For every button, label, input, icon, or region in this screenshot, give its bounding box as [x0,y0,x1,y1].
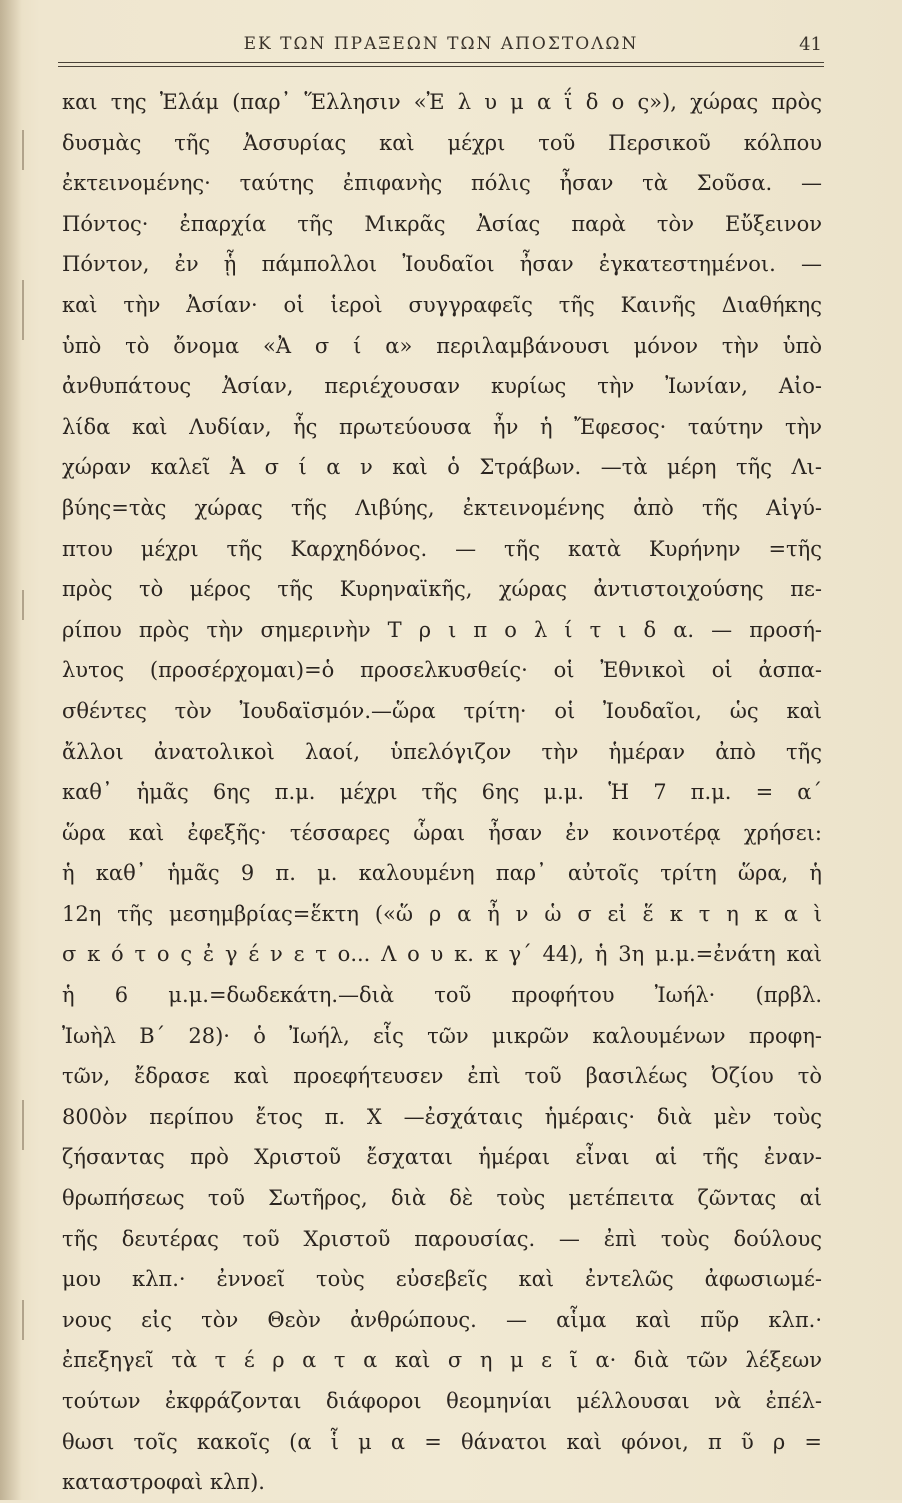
text-line: Ἰωὴλ Β΄ 28)· ὁ Ἰωήλ, εἷς τῶν μικρῶν καλουμένων προφη- [62,1023,822,1048]
text-line: δυσμὰς τῆς Ἀσσυρίας καὶ μέχρι τοῦ Περσικοῦ κόλπου [62,130,822,155]
header-rule [58,62,824,63]
text-line: καθ᾽ ἡμᾶς 6ης π.μ. μέχρι τῆς 6ης μ.μ. Ἡ 7 π.μ. = α΄ [62,780,822,805]
text-line: πρὸς τὸ μέρος τῆς Κυρηναϊκῆς, χώρας ἀντιστοιχούσης πε- [62,577,822,602]
text-line: λυτος (προσέρχομαι)=ὁ προσελκυσθείς· οἱ Ἐθνικοὶ οἱ ἀσπα- [62,658,822,683]
text-line: σθέντες τὸν Ἰουδαϊσμόν.—ὥρα τρίτη· οἱ Ἰουδαῖοι, ὡς καὶ [62,698,822,723]
text-line: Πόντος· ἐπαρχία τῆς Μικρᾶς Ἀσίας παρὰ τὸν Εὔξεινον [62,211,822,236]
text-line: βύης=τὰς χώρας τῆς Λιβύης, ἐκτεινομένης ἀπὸ τῆς Αἰγύ- [62,495,822,520]
text-line: ἐκτεινομένης· ταύτης ἐπιφανὴς πόλις ἦσαν τὰ Σοῦσα. — [62,171,822,196]
text-line: ὥρα καὶ ἐφεξῆς· τέσσαρες ὧραι ἦσαν ἐν κοινοτέρᾳ χρήσει: [62,820,822,845]
text-line: καταστροφαὶ κλπ). [62,1470,265,1495]
left-margin-marks [4,70,34,1430]
text-line: ἐπεξηγεῖ τὰ τ έ ρ α τ α καὶ σ η μ ε ῖ α· διὰ τῶν λέξεων [62,1348,822,1373]
header-rule-thin [58,66,824,67]
page-number: 41 [799,34,822,55]
text-line: ἄλλοι ἀνατολικοὶ λαοί, ὑπελόγιζον τὴν ἡμέραν ἀπὸ τῆς [62,739,822,764]
text-line: ρίπου πρὸς τὴν σημερινὴν Τ ρ ι π ο λ ί τ ι δ α. — προσή- [62,617,822,642]
text-line: καὶ τὴν Ἀσίαν· οἱ ἱεροὶ συγγραφεῖς τῆς Καινῆς Διαθήκης [62,292,822,317]
text-line: και της Ἐλάμ (παρ᾽ Ἕλλησιν «Ἐ λ υ μ α ΐ δ ο ς»), χώρας πρὸς [62,90,822,114]
text-line: τῆς δευτέρας τοῦ Χριστοῦ παρουσίας. — ἐπὶ τοὺς δούλους [62,1226,822,1251]
text-line: λίδα καὶ Λυδίαν, ἧς πρωτεύουσα ἦν ἡ Ἔφεσος· ταύτην τὴν [62,414,822,439]
body-text [62,82,822,1503]
text-line: ὑπὸ τὸ ὄνομα «Ἀ σ ί α» περιλαμβάνουσι μόνον τὴν ὑπὸ [62,333,822,358]
text-line: θρωπήσεως τοῦ Σωτῆρος, διὰ δὲ τοὺς μετέπειτα ζῶντας αἱ [62,1186,822,1211]
text-line: ζήσαντας πρὸ Χριστοῦ ἔσχαται ἡμέραι εἶναι αἱ τῆς ἐναν- [62,1145,822,1170]
text-line: ἡ 6 μ.μ.=δωδεκάτη.—διὰ τοῦ προφήτου Ἰωήλ· (πρβλ. [62,983,822,1008]
text-line: χώραν καλεῖ Ἀ σ ί α ν καὶ ὁ Στράβων. —τὰ μέρη τῆς Λι- [62,455,822,480]
text-line: Πόντον, ἐν ᾗ πάμπολλοι Ἰουδαῖοι ἦσαν ἐγκατεστημένοι. — [62,252,822,277]
text-line: πτου μέχρι τῆς Καρχηδόνος. — τῆς κατὰ Κυρήνην =τῆς [62,536,822,561]
text-line: τούτων ἐκφράζονται διάφοροι θεομηνίαι μέλλουσαι νὰ ἐπέλ- [62,1389,822,1413]
text-line: τῶν, ἔδρασε καὶ προεφήτευσεν ἐπὶ τοῦ βασιλέως Ὀζίου τὸ [62,1064,822,1089]
text-line: 800ὸν περίπου ἔτος π. Χ —ἐσχάταις ἡμέραις· διὰ μὲν τοὺς [62,1104,822,1129]
text-line: ἀνθυπάτους Ἀσίαν, περιέχουσαν κυρίως τὴν Ἰωνίαν, Αἰο- [62,374,822,399]
text-line: μου κλπ.· ἐννοεῖ τοὺς εὐσεβεῖς καὶ ἐντελῶς ἀφωσιωμέ- [62,1267,822,1292]
page-header [60,32,822,60]
text-line: νους εἰς τὸν Θεὸν ἀνθρώπους. — αἷμα καὶ πῦρ κλπ.· [62,1307,822,1332]
text-line: 12η τῆς μεσημβρίας=ἕκτη («ὥ ρ α ἦ ν ὡ σ εἰ ἕ κ τ η κ α ὶ [62,901,822,926]
running-head: ΕΚ ΤΩΝ ΠΡΑΞΕΩΝ ΤΩΝ ΑΠΟΣΤΟΛΩΝ [243,34,639,54]
text-line: ἡ καθ᾽ ἡμᾶς 9 π. μ. καλουμένη παρ᾽ αὐτοῖς τρίτη ὥρα, ἡ [62,861,822,886]
text-line: θωσι τοῖς κακοῖς (α ἷ μ α = θάνατοι καὶ φόνοι, π ῦ ρ = [62,1429,822,1454]
text-line: σ κ ό τ ο ς ἐ γ έ ν ε τ ο... Λ ο υ κ. κ γ΄ 44), ἡ 3η μ.μ.=ἐνάτη καὶ [62,942,822,967]
